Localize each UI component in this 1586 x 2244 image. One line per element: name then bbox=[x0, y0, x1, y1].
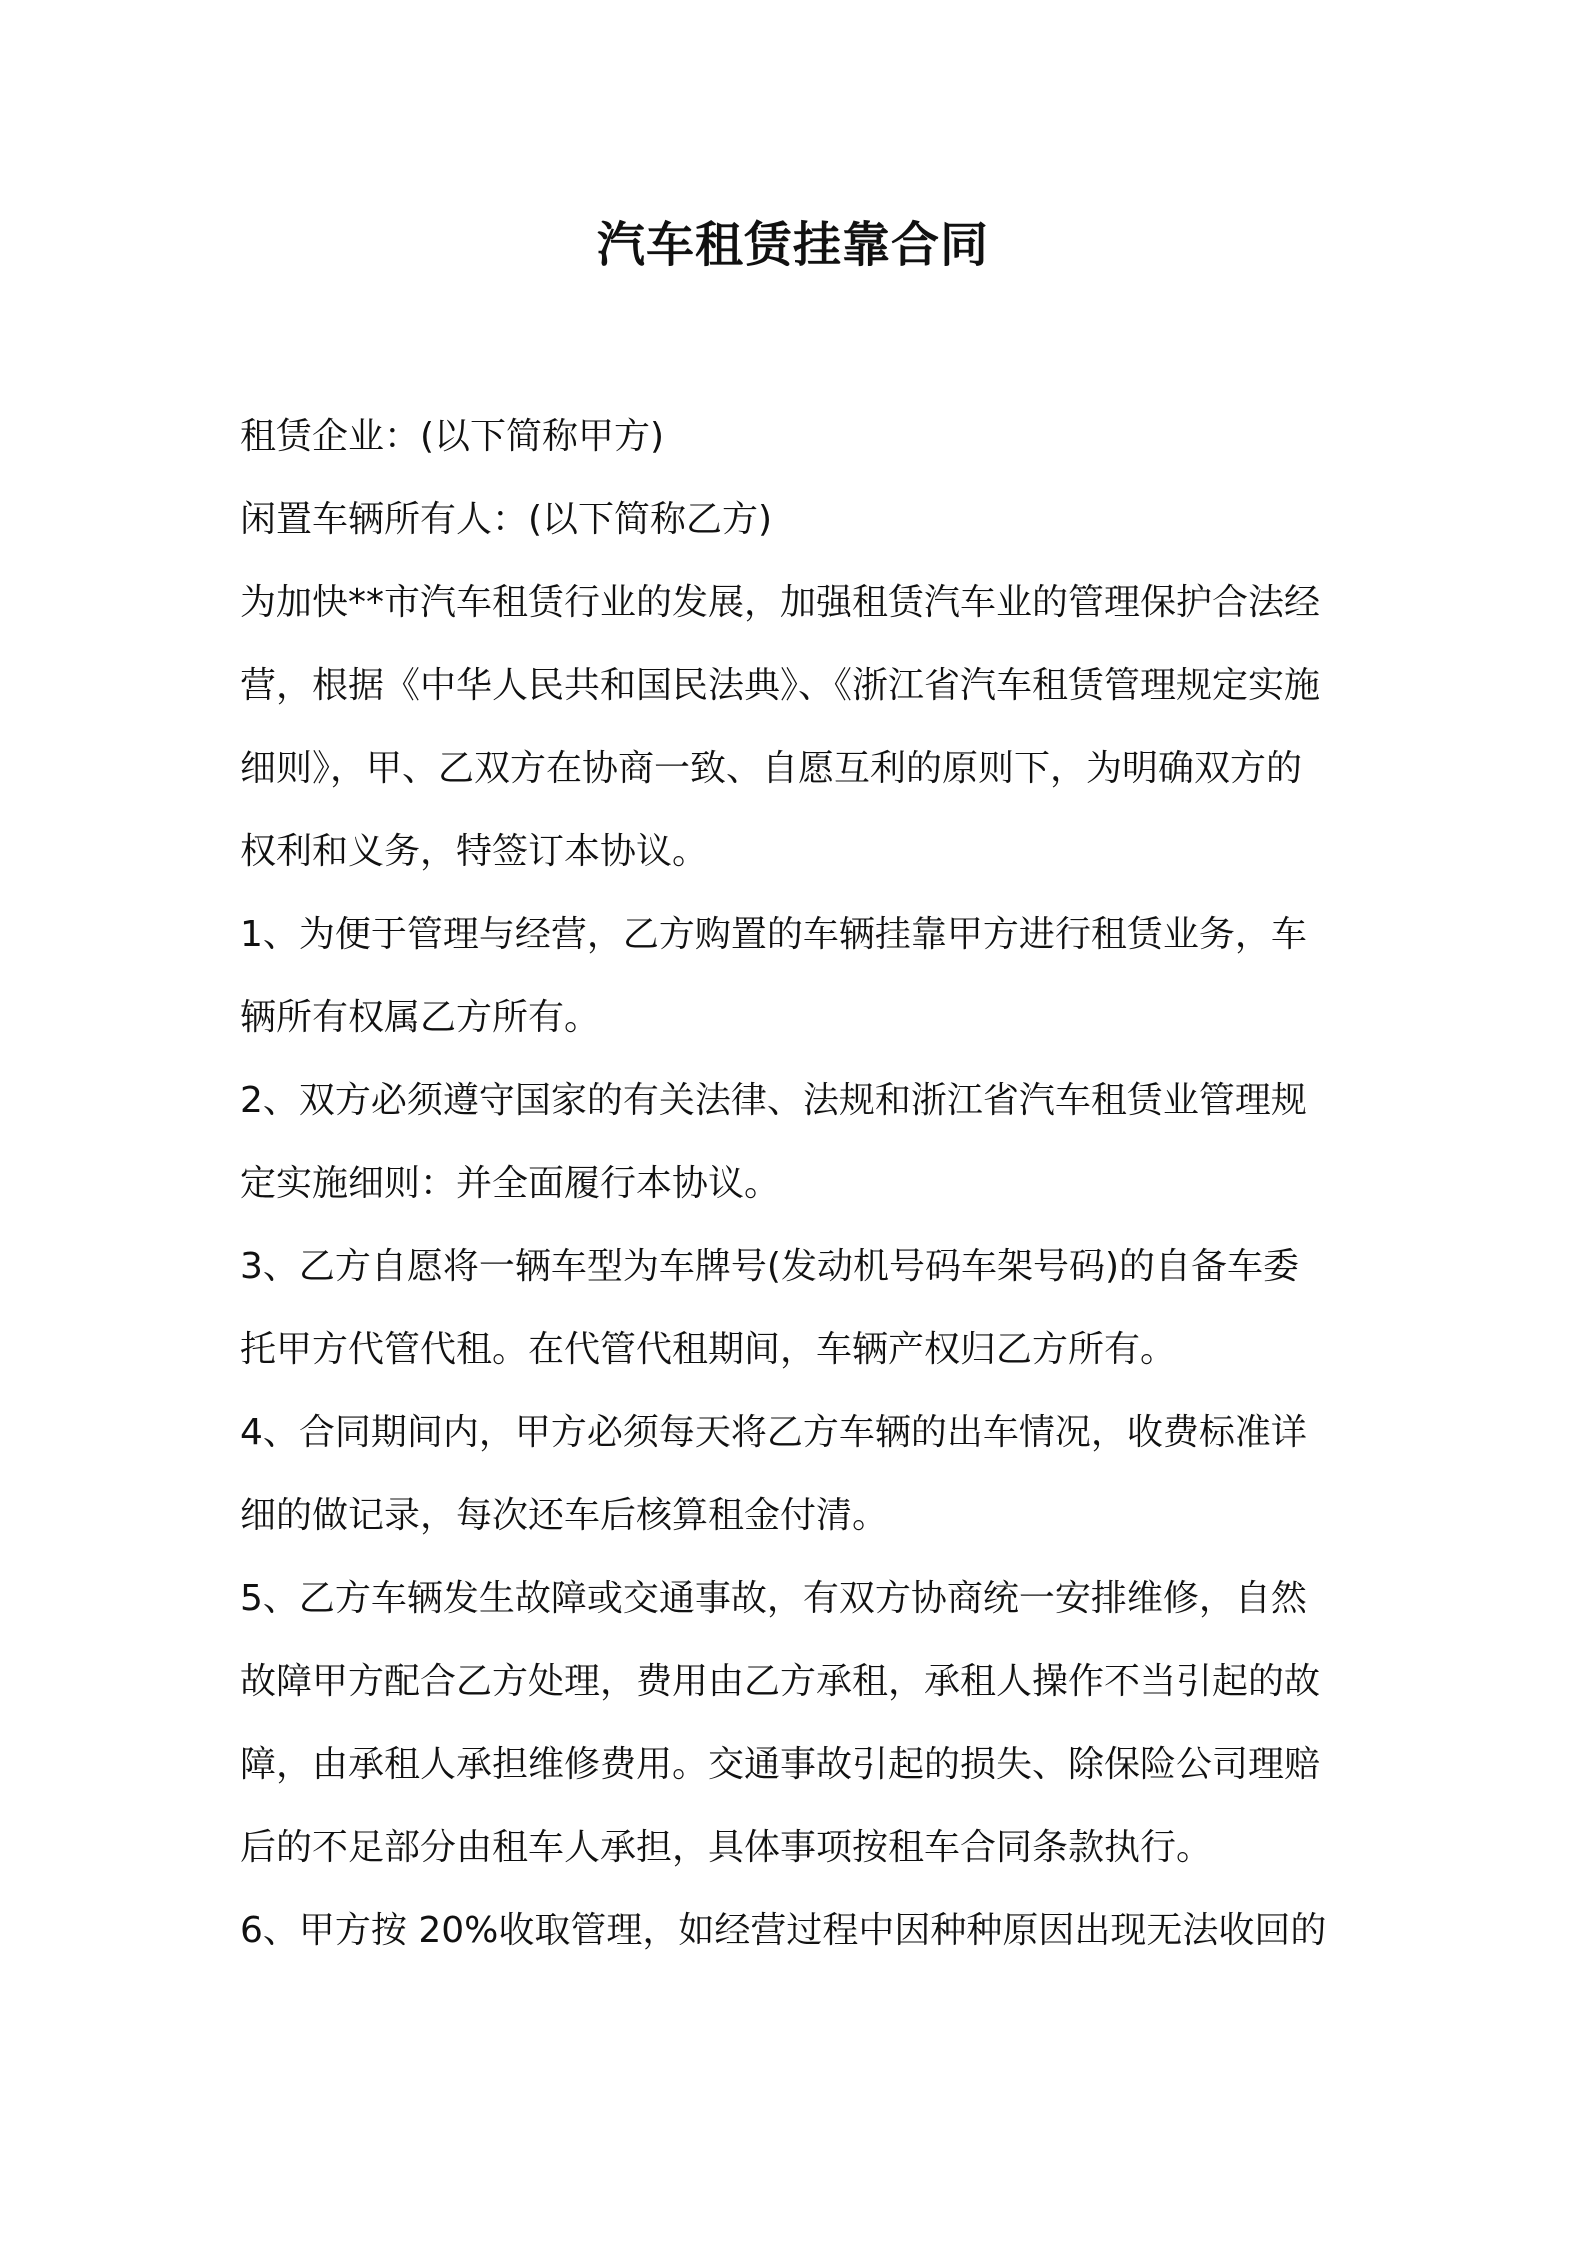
text-line: 租赁企业：(以下简称甲方) bbox=[240, 416, 665, 457]
text-line: 权利和义务，特签订本协议。 bbox=[240, 831, 709, 872]
text-line: 4、合同期间内，甲方必须每天将乙方车辆的出车情况，收费标准详 bbox=[240, 1412, 1307, 1453]
text-line: 故障甲方配合乙方处理，费用由乙方承租，承租人操作不当引起的故 bbox=[240, 1661, 1321, 1702]
text-line: 后的不足部分由租车人承担，具体事项按租车合同条款执行。 bbox=[240, 1827, 1213, 1868]
text-line: 定实施细则：并全面履行本协议。 bbox=[240, 1163, 781, 1204]
text-line: 2、双方必须遵守国家的有关法律、法规和浙江省汽车租赁业管理规 bbox=[240, 1080, 1307, 1121]
text-line: 3、乙方自愿将一辆车型为车牌号(发动机号码车架号码)的自备车委 bbox=[240, 1246, 1299, 1287]
text-line: 闲置车辆所有人：(以下简称乙方) bbox=[240, 499, 773, 540]
page-title: 汽车租赁挂靠合同 bbox=[596, 217, 989, 273]
text-line: 6、甲方按 20%收取管理，如经营过程中因种种原因出现无法收回的 bbox=[240, 1910, 1327, 1951]
contract-body bbox=[240, 395, 1360, 1972]
text-line: 托甲方代管代租。在代管代租期间，车辆产权归乙方所有。 bbox=[240, 1329, 1177, 1370]
text-line: 细的做记录，每次还车后核算租金付清。 bbox=[240, 1495, 889, 1536]
text-line: 1、为便于管理与经营，乙方购置的车辆挂靠甲方进行租赁业务，车 bbox=[240, 914, 1307, 955]
text-line: 营，根据《中华人民共和国民法典》、《浙江省汽车租赁管理规定实施 bbox=[240, 665, 1321, 706]
text-line: 5、乙方车辆发生故障或交通事故，有双方协商统一安排维修，自然 bbox=[240, 1578, 1307, 1619]
text-line: 障，由承租人承担维修费用。交通事故引起的损失、除保险公司理赔 bbox=[240, 1744, 1321, 1785]
text-line: 辆所有权属乙方所有。 bbox=[240, 997, 601, 1038]
text-line: 细则》，甲、乙双方在协商一致、自愿互利的原则下，为明确双方的 bbox=[240, 748, 1303, 789]
text-line: 为加快**市汽车租赁行业的发展，加强租赁汽车业的管理保护合法经 bbox=[240, 582, 1321, 623]
